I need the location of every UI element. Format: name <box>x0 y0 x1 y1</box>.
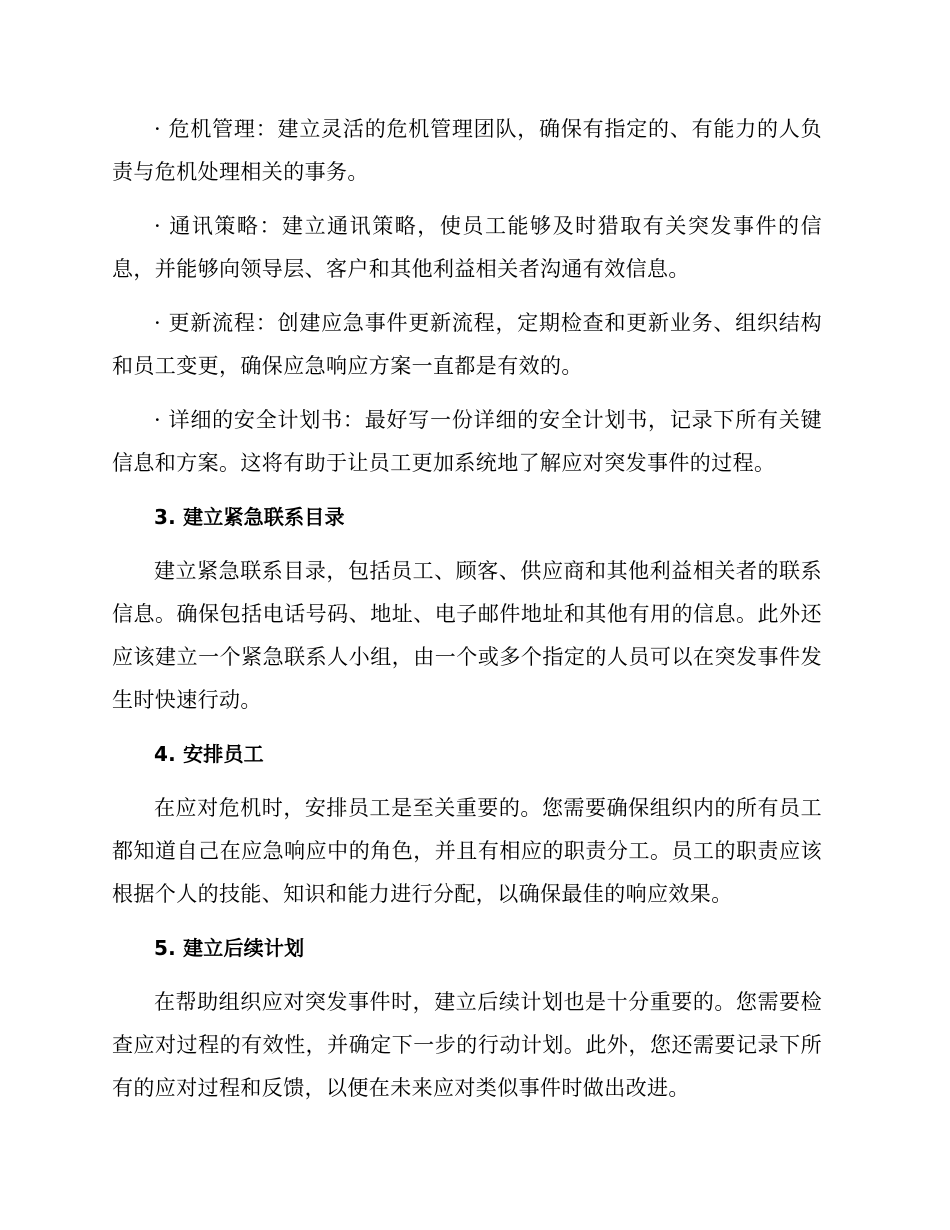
section-heading-arrange-staff: 4. 安排员工 <box>154 742 264 766</box>
section-heading-follow-up-plan: 5. 建立后续计划 <box>154 936 305 960</box>
section-body-emergency-contacts: 建立紧急联系目录，包括员工、顾客、供应商和其他利益相关者的联系信息。确保包括电话号码、地址、电子邮件地址和其他有用的信息。此外还应该建立一个紧急联系人小组，由一个或多个指定的人员可以在突发事件发生时快速行动。 <box>112 559 822 712</box>
bullet-safety-plan: · 详细的安全计划书：最好写一份详细的安全计划书，记录下所有关键信息和方案。这将有助于让员工更加系统地了解应对突发事件的过程。 <box>112 408 822 475</box>
bullet-communication-strategy: · 通讯策略：建立通讯策略，使员工能够及时猎取有关突发事件的信息，并能够向领导层、客户和其他利益相关者沟通有效信息。 <box>112 214 822 281</box>
section-body-follow-up-plan: 在帮助组织应对突发事件时，建立后续计划也是十分重要的。您需要检查应对过程的有效性，并确定下一步的行动计划。此外，您还需要记录下所有的应对过程和反馈，以便在未来应对类似事件时做出改进。 <box>112 990 822 1100</box>
section-heading-emergency-contacts: 3. 建立紧急联系目录 <box>154 505 345 529</box>
bullet-crisis-management: · 危机管理：建立灵活的危机管理团队，确保有指定的、有能力的人负责与危机处理相关的事务。 <box>112 117 822 184</box>
bullet-update-process: · 更新流程：创建应急事件更新流程，定期检查和更新业务、组织结构和员工变更，确保应急响应方案一直都是有效的。 <box>112 311 822 378</box>
section-body-arrange-staff: 在应对危机时，安排员工是至关重要的。您需要确保组织内的所有员工都知道自己在应急响应中的角色，并且有相应的职责分工。员工的职责应该根据个人的技能、知识和能力进行分配，以确保最佳的响应效果。 <box>112 796 822 906</box>
